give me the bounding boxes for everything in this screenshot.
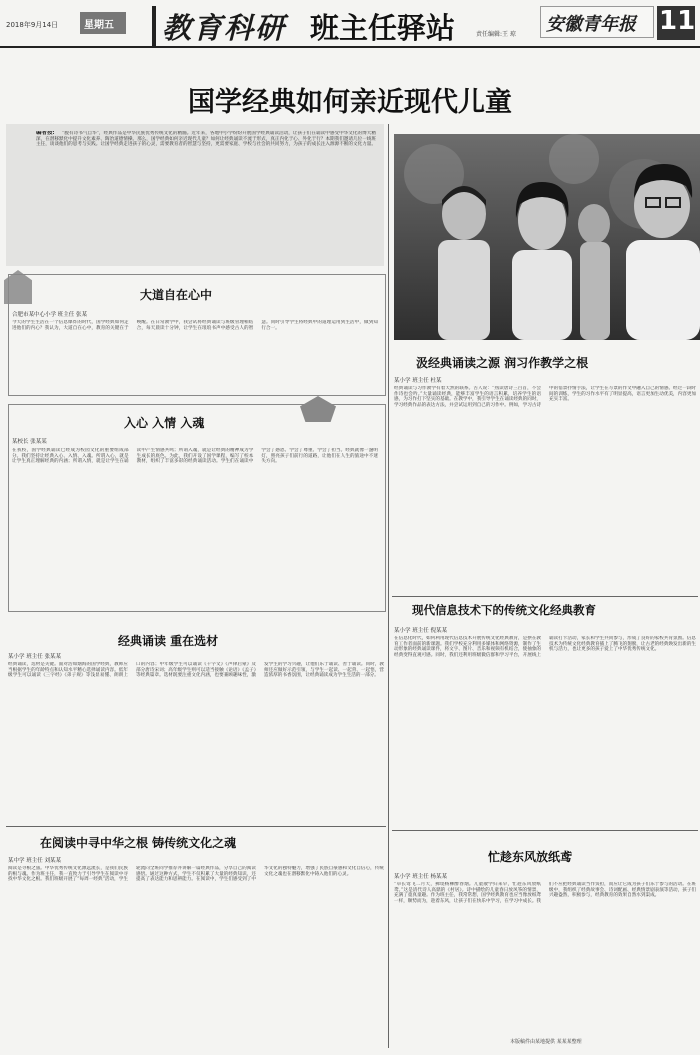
article2-emblem bbox=[300, 396, 336, 422]
article6-rule bbox=[392, 830, 698, 831]
article3-title: 经典诵读 重在选材 bbox=[118, 634, 219, 648]
article2-title: 入心 入情 入魂 bbox=[124, 416, 205, 430]
article7-text: “草长莺飞二月天，拂堤杨柳醉春烟。儿童散学归来早，忙趁东风放纸鸢。”这是清代诗人高鼎的《村居》。诗中描绘的儿童春日放风筝的情景，充满了童真童趣。作为班主任，我常常想，国学经典教育也应当像放纸鸢一样，顺势而为，趁着东风，让孩子们在快乐中学习，在学习中成长。我们不应把经典诵读当作负担，而应让它成为孩子们乐于参与的活动。在班级中，我组织了经典故事会、诗词配画、经典情景剧表演等活动，孩子们兴趣盎然，积极参与，经典教育的效果自然水到渠成。 bbox=[394, 882, 696, 904]
article6-byline: 某小学 班主任 倪某某 bbox=[394, 628, 447, 634]
page-number: 11 bbox=[659, 6, 696, 36]
article7-title: 忙趁东风放纸鸢 bbox=[488, 850, 573, 864]
article5-byline: 某小学 班主任 杜某 bbox=[394, 378, 442, 384]
article6-text: 在信息化时代，如何利用现代信息技术开展传统文化经典教育，是摆在教育工作者面前的新课题。我们学校充分利用多媒体和网络资源，制作了生动形象的经典诵读课件，将文字、图片、音乐和视频有机结合，使抽象的经典变得直观可感。同时，我们还利用班级微信群和学习平台，开展线上诵读打卡活动，家长和学生共同参与，形成了良好的家校共育氛围。信息技术为传统文化经典教育插上了腾飞的翅膀，让古老的经典焕发出新的生机与活力，也让更多的孩子爱上了中华优秀传统文化。 bbox=[394, 636, 696, 658]
article4-title: 在阅读中寻中华之根 铸传统文化之魂 bbox=[40, 836, 237, 850]
article5-rule bbox=[392, 596, 698, 597]
article1-text: 今天的学生生活在一个信息爆炸的时代，国学经典如何走进他们的内心？我认为，大道自在心中，教育的关键在于唤醒。在日常教学中，我尝试将经典诵读与班级管理相结合，每天晨读十分钟，让学生在琅琅书声中感受古人的智慧。同时引导学生将经典中的道理运用到生活中，做到知行合一。 bbox=[12, 320, 378, 331]
children-photo-illustration bbox=[394, 134, 700, 340]
weekday-label: 星期五 bbox=[84, 20, 114, 31]
article2-text: 在我校，国学经典诵读已经成为校园文化的重要组成部分。我们坚持让经典入心、入情、入魂。所谓入心，就是让学生真正理解经典的内涵；所谓入情，就是让学生在诵读中产生情感共鸣；所谓入魂，就是让经典的精神成为学生成长的底色。为此，我们开设了国学课程，编写了校本教材，组织了丰富多彩的经典诵读活动。学生们在诵读中学会了感恩、学会了尊重、学会了担当。经典就像一盏明灯，照亮孩子们前行的道路，让他们在人生的旅途中不迷失方向。 bbox=[12, 448, 378, 465]
masthead-vertical-rule bbox=[152, 6, 156, 46]
issue-date: 2018年9月14日 bbox=[6, 21, 59, 29]
article1-title: 大道自在心中 bbox=[140, 288, 213, 302]
article3-rule bbox=[6, 826, 386, 827]
column-divider bbox=[388, 124, 389, 1048]
main-headline: 国学经典如何亲近现代儿童 bbox=[188, 87, 512, 118]
paper-name: 安徽青年报 bbox=[546, 14, 636, 35]
editor-credit: 责任编辑:王 琼 bbox=[476, 31, 516, 38]
article2-byline: 某校长 张某某 bbox=[12, 439, 47, 445]
article5-title: 汲经典诵读之源 润习作教学之根 bbox=[416, 356, 589, 370]
masthead-title: 班主任驿站 bbox=[310, 11, 456, 45]
article7-byline: 某小学 班主任 杨某某 bbox=[394, 874, 447, 880]
article5-text: 经典诵读与习作教学有着天然的联系。古人说：“熟读唐诗三百首，不会作诗也会吟。”大量诵读经典，能够丰富学生的语言积累，培养学生的语感，为习作打下坚实的基础。在教学中，我引导学生在诵读经典的同时，学习经典作品的表达方法，并尝试运用到自己的习作中。例如，学习古诗中的借景抒情手法，让学生在写景的作文中融入自己的情感。经过一段时间的训练，学生的习作水平有了明显提高，语言更加生动优美，内容更加充实丰富。 bbox=[394, 386, 696, 408]
editor-note-label: 编者按: bbox=[36, 131, 55, 136]
header-rule bbox=[0, 46, 700, 48]
article6-title: 现代信息技术下的传统文化经典教育 bbox=[412, 603, 596, 617]
footer-note: 本版稿件由某地提供 某某某整理 bbox=[510, 1039, 582, 1045]
article4-byline: 某中学 班主任 刘某某 bbox=[8, 858, 61, 864]
editor-note-text: “腹有诗书气自华”，经典作品是中华民族优秀传统文化的精髓。近年来，各地中小学纷纷开展国学经典诵读活动，让孩子们在诵读中感受中华文化的博大精深，在潜移默化中提升文化素养、陶冶道德情操。那么，国学经典如何亲近现代儿童？如何让经典诵读不流于形式，真正内化于心、外化于行？本期我们邀请几位一线班主任，谈谈他们的思考与实践。让国学经典走进孩子的心灵，需要教育者的智慧与坚持，更需要家庭、学校与社会的共同努力，为孩子的成长注入源源不断的文化力量。 bbox=[36, 131, 376, 148]
children-photo bbox=[394, 134, 700, 340]
masthead-calligraphy: 教育科研 bbox=[162, 11, 287, 45]
article1-byline: 合肥市某中心小学 班主任 张某 bbox=[12, 312, 87, 318]
article3-text: 经典诵读，选材是关键。面对浩如烟海的国学经典，教师应当根据学生的年龄特点和认知水平精心选择诵读内容。低年级学生可以诵读《三字经》《弟子规》等浅显易懂、朗朗上口的内容；中年级学生可以诵读《千字文》《声律启蒙》及部分唐诗宋词；高年级学生则可以适当接触《论语》《孟子》等经典篇章。选材既要注重文化内涵，也要兼顾趣味性，激发学生的学习兴趣，让他们乐于诵读、善于诵读。同时，教师还应做好示范引领，与学生一起读、一起背、一起悟，营造浓厚的书香氛围，让经典诵读成为学生生活的一部分。 bbox=[8, 662, 384, 679]
article3-byline: 某小学 班主任 张某某 bbox=[8, 654, 61, 660]
article4-text: 阅读是寻根之旅。中华优秀传统文化源远流长，是我们民族的根与魂。作为班主任，我一直致力于引导学生在阅读中寻找中华文化之根。我们班级开展了“每周一经典”活动，学生轮流向全班同学推荐并讲解一篇经典作品，分享自己的阅读感悟。通过这种方式，学生不仅积累了大量的经典知识，还提高了表达能力和思辨能力。在阅读中，学生们感受到了中华文化的独特魅力，增强了民族自豪感和文化自信心，传统文化之魂也在潜移默化中铸入他们的心灵。 bbox=[8, 866, 384, 883]
